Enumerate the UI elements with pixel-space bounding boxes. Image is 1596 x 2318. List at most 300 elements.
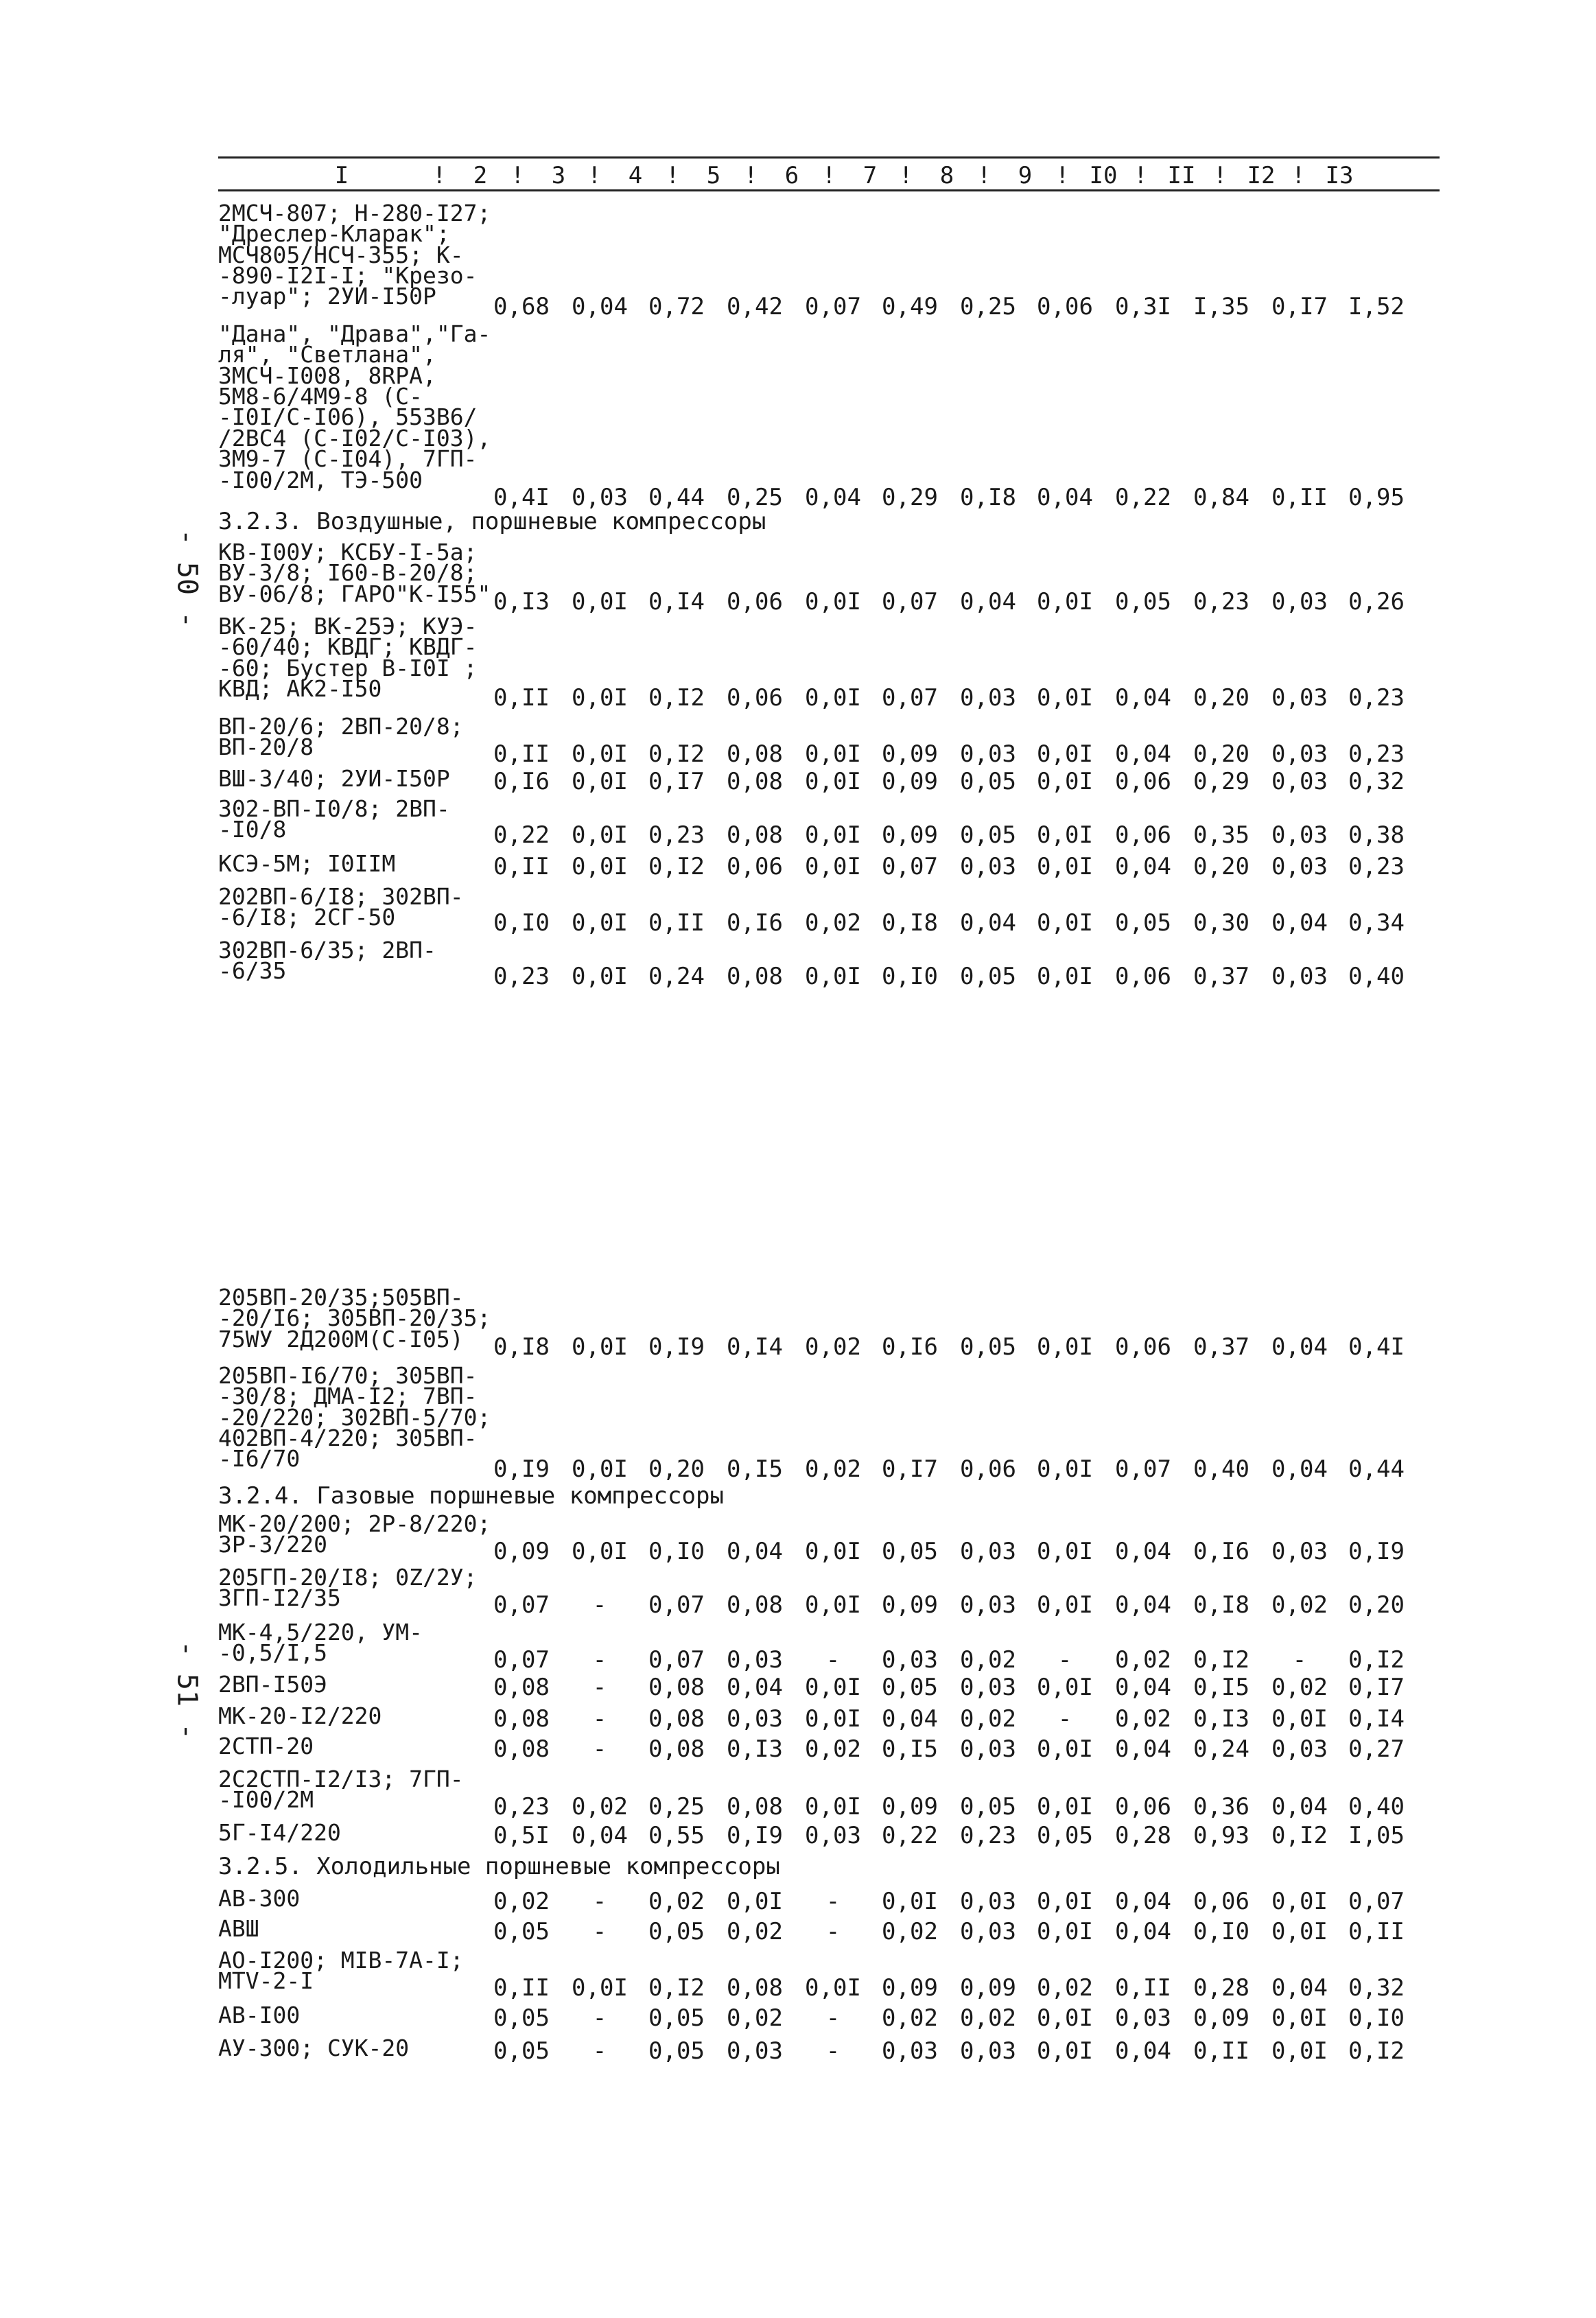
row-value-col-5: 0,0I xyxy=(727,1888,783,1915)
row-value-col-10: 0,06 xyxy=(1115,1333,1171,1361)
header-separator: ! xyxy=(899,162,913,189)
row-value-col-3: 0,0I xyxy=(572,684,628,712)
row-value-col-10: 0,04 xyxy=(1115,1735,1171,1763)
row-value-col-8: 0,03 xyxy=(960,684,1016,712)
row-value-col-9: 0,0I xyxy=(1037,768,1093,795)
row-value-col-7: 0,09 xyxy=(882,821,938,849)
row-value-col-7: 0,49 xyxy=(882,293,938,320)
row-value-col-6: 0,0I xyxy=(805,740,861,768)
row-value-col-5: 0,04 xyxy=(727,1538,783,1565)
row-value-col-11: I,35 xyxy=(1193,293,1249,320)
row-value-col-10: 0,04 xyxy=(1115,1918,1171,1945)
page-number-upper: - 50 - xyxy=(171,528,203,629)
row-value-col-7: 0,03 xyxy=(882,1646,938,1674)
row-value-col-8: 0,03 xyxy=(960,740,1016,768)
row-value-col-5: 0,03 xyxy=(727,1705,783,1733)
row-value-col-13: 0,07 xyxy=(1348,1888,1405,1915)
header-col-13: I3 xyxy=(1325,162,1354,189)
row-label: КСЭ-5М; I0IIМ xyxy=(218,850,396,877)
row-value-col-4: 0,20 xyxy=(648,1455,705,1483)
row-value-col-4: 0,23 xyxy=(648,821,705,849)
row-value-col-11: 0,20 xyxy=(1193,853,1249,880)
row-value-col-5: 0,08 xyxy=(727,768,783,795)
row-value-col-11: 0,24 xyxy=(1193,1735,1249,1763)
row-value-col-9: 0,0I xyxy=(1037,1888,1093,1915)
row-value-col-4: 0,I0 xyxy=(648,1538,705,1565)
row-label: МК-20-I2/220 xyxy=(218,1702,382,1729)
row-value-col-7: 0,22 xyxy=(882,1822,938,1849)
row-value-col-3: - xyxy=(592,1888,607,1915)
header-separator: ! xyxy=(1213,162,1228,189)
section-heading: 3.2.5. Холодильные поршневые компрессоры xyxy=(218,1853,780,1880)
row-value-col-2: 0,I0 xyxy=(493,909,550,937)
row-value-col-13: 0,20 xyxy=(1348,1591,1405,1619)
row-value-col-3: 0,0I xyxy=(572,1538,628,1565)
row-value-col-6: 0,0I xyxy=(805,768,861,795)
row-label: АВ-300 xyxy=(218,1885,301,1912)
row-label: 205ВП-20/35;505ВП- -20/I6; 305ВП-20/35; 75WУ 2Д200М(С-I05) xyxy=(218,1284,491,1353)
row-value-col-2: 0,05 xyxy=(493,2037,550,2065)
row-value-col-10: 0,06 xyxy=(1115,768,1171,795)
row-value-col-8: 0,03 xyxy=(960,2037,1016,2065)
table-row xyxy=(218,1510,1440,1565)
table-header-rule xyxy=(218,189,1440,191)
row-value-col-5: 0,08 xyxy=(727,1793,783,1821)
section-heading: 3.2.4. Газовые поршневые компрессоры xyxy=(218,1482,724,1510)
row-label: 2МСЧ-807; Н-280-I27; "Дреслер-Кларак"; МСЧ805/НСЧ-355; К- -890-I2I-I; "Крезо- -луар"; 2УИ-I50Р xyxy=(218,200,491,310)
row-value-col-13: 0,I4 xyxy=(1348,1705,1405,1733)
row-value-col-6: 0,02 xyxy=(805,1735,861,1763)
row-label: АВ-I00 xyxy=(218,2002,301,2028)
table-row xyxy=(218,1915,1440,1945)
table-row xyxy=(218,1702,1440,1733)
row-value-col-10: 0,05 xyxy=(1115,909,1171,937)
row-value-col-8: 0,05 xyxy=(960,963,1016,990)
row-value-col-2: 0,08 xyxy=(493,1674,550,1701)
header-separator: ! xyxy=(1134,162,1148,189)
row-value-col-11: 0,I5 xyxy=(1193,1674,1249,1701)
row-value-col-9: 0,0I xyxy=(1037,1333,1093,1361)
row-value-col-3: 0,02 xyxy=(572,1793,628,1821)
row-value-col-9: 0,02 xyxy=(1037,1974,1093,2002)
table-row xyxy=(218,937,1440,990)
row-value-col-2: 0,5I xyxy=(493,1822,550,1849)
row-value-col-9: 0,0I xyxy=(1037,1735,1093,1763)
row-value-col-3: 0,04 xyxy=(572,1822,628,1849)
table-row xyxy=(218,713,1440,768)
row-value-col-13: 0,32 xyxy=(1348,1974,1405,2002)
row-value-col-8: 0,05 xyxy=(960,1333,1016,1361)
row-value-col-7: 0,I7 xyxy=(882,1455,938,1483)
row-value-col-13: 0,26 xyxy=(1348,588,1405,616)
row-value-col-12: 0,03 xyxy=(1271,588,1328,616)
row-value-col-2: 0,I6 xyxy=(493,768,550,795)
table-row xyxy=(218,1885,1440,1915)
row-value-col-12: 0,03 xyxy=(1271,768,1328,795)
table-row xyxy=(218,795,1440,849)
row-value-col-5: 0,08 xyxy=(727,821,783,849)
row-value-col-3: 0,03 xyxy=(572,484,628,511)
row-value-col-2: 0,II xyxy=(493,684,550,712)
row-value-col-10: 0,06 xyxy=(1115,1793,1171,1821)
row-value-col-4: 0,44 xyxy=(648,484,705,511)
row-value-col-13: 0,34 xyxy=(1348,909,1405,937)
row-value-col-10: 0,04 xyxy=(1115,1674,1171,1701)
row-value-col-2: 0,68 xyxy=(493,293,550,320)
row-value-col-4: 0,08 xyxy=(648,1705,705,1733)
header-col-8: 8 xyxy=(939,162,954,189)
row-value-col-6: 0,02 xyxy=(805,1455,861,1483)
row-value-col-7: 0,05 xyxy=(882,1674,938,1701)
row-value-col-10: 0,04 xyxy=(1115,1888,1171,1915)
row-value-col-10: 0,02 xyxy=(1115,1705,1171,1733)
row-value-col-12: 0,0I xyxy=(1271,1705,1328,1733)
row-value-col-7: 0,09 xyxy=(882,1591,938,1619)
row-value-col-5: 0,I9 xyxy=(727,1822,783,1849)
table-row xyxy=(218,883,1440,937)
row-value-col-10: 0,3I xyxy=(1115,293,1171,320)
header-col-2: 2 xyxy=(473,162,488,189)
row-value-col-13: 0,95 xyxy=(1348,484,1405,511)
row-label: ВШ-3/40; 2УИ-I50Р xyxy=(218,765,450,792)
row-value-col-12: 0,02 xyxy=(1271,1591,1328,1619)
row-value-col-7: 0,I8 xyxy=(882,909,938,937)
row-value-col-11: 0,37 xyxy=(1193,963,1249,990)
row-value-col-11: 0,93 xyxy=(1193,1822,1249,1849)
row-value-col-11: 0,28 xyxy=(1193,1974,1249,2002)
row-value-col-7: 0,07 xyxy=(882,853,938,880)
row-label: 2ВП-I50Э xyxy=(218,1671,327,1698)
row-value-col-2: 0,05 xyxy=(493,1918,550,1945)
row-value-col-6: 0,0I xyxy=(805,1591,861,1619)
row-value-col-4: 0,07 xyxy=(648,1591,705,1619)
header-col-3: 3 xyxy=(551,162,566,189)
row-value-col-7: 0,0I xyxy=(882,1888,938,1915)
row-value-col-2: 0,08 xyxy=(493,1705,550,1733)
row-value-col-10: 0,05 xyxy=(1115,588,1171,616)
row-value-col-8: 0,03 xyxy=(960,1591,1016,1619)
row-value-col-7: 0,07 xyxy=(882,588,938,616)
row-value-col-3: - xyxy=(592,2004,607,2032)
header-col-9: 9 xyxy=(1018,162,1033,189)
row-value-col-7: 0,05 xyxy=(882,1538,938,1565)
row-value-col-12: 0,03 xyxy=(1271,1735,1328,1763)
row-value-col-9: - xyxy=(1057,1646,1072,1674)
row-value-col-9: 0,0I xyxy=(1037,909,1093,937)
table-row xyxy=(218,1733,1440,1763)
header-separator: ! xyxy=(587,162,602,189)
row-value-col-8: 0,02 xyxy=(960,2004,1016,2032)
row-value-col-11: 0,I2 xyxy=(1193,1646,1249,1674)
row-value-col-11: 0,84 xyxy=(1193,484,1249,511)
header-separator: ! xyxy=(744,162,758,189)
row-value-col-3: - xyxy=(592,1735,607,1763)
row-label: "Дана", "Драва","Га- ля", "Светлана", 3МСЧ-I008, 8RPA, 5М8-6/4М9-8 (С- -I0I/С-I06), 553В6/ /2ВС4 (С-I02/С-I03), 3М9-7 (С-I04), 7ГП- -I00/2М, ТЭ-500 xyxy=(218,320,491,493)
row-value-col-13: 0,I0 xyxy=(1348,2004,1405,2032)
row-value-col-13: 0,40 xyxy=(1348,1793,1405,1821)
row-value-col-6: 0,0I xyxy=(805,588,861,616)
row-value-col-3: 0,0I xyxy=(572,588,628,616)
row-value-col-9: 0,0I xyxy=(1037,821,1093,849)
row-value-col-11: 0,I0 xyxy=(1193,1918,1249,1945)
row-value-col-3: 0,0I xyxy=(572,768,628,795)
row-value-col-4: 0,02 xyxy=(648,1888,705,1915)
table-top-rule xyxy=(218,156,1440,159)
row-value-col-7: 0,09 xyxy=(882,740,938,768)
row-value-col-12: 0,02 xyxy=(1271,1674,1328,1701)
row-value-col-8: 0,09 xyxy=(960,1974,1016,2002)
row-value-col-9: 0,0I xyxy=(1037,2004,1093,2032)
row-value-col-6: 0,0I xyxy=(805,963,861,990)
row-value-col-5: 0,06 xyxy=(727,588,783,616)
row-value-col-9: - xyxy=(1057,1705,1072,1733)
row-value-col-2: 0,4I xyxy=(493,484,550,511)
row-value-col-5: 0,06 xyxy=(727,853,783,880)
row-value-col-10: 0,02 xyxy=(1115,1646,1171,1674)
row-value-col-4: 0,25 xyxy=(648,1793,705,1821)
row-value-col-8: 0,04 xyxy=(960,909,1016,937)
row-label: ВП-20/6; 2ВП-20/8; ВП-20/8 xyxy=(218,713,464,761)
row-value-col-11: 0,II xyxy=(1193,2037,1249,2065)
table-header xyxy=(218,159,1440,189)
row-value-col-5: 0,08 xyxy=(727,1974,783,2002)
row-value-col-9: 0,0I xyxy=(1037,2037,1093,2065)
row-value-col-12: 0,04 xyxy=(1271,1455,1328,1483)
row-value-col-9: 0,0I xyxy=(1037,684,1093,712)
row-value-col-2: 0,23 xyxy=(493,1793,550,1821)
row-value-col-6: - xyxy=(825,1918,841,1945)
row-value-col-6: - xyxy=(825,1646,841,1674)
row-label: ВК-25; ВК-25Э; КУЭ- -60/40; КВДГ; КВДГ- -60; Бустер В-I0I ; КВД; АК2-I50 xyxy=(218,613,478,703)
row-value-col-11: 0,30 xyxy=(1193,909,1249,937)
row-value-col-4: 0,I7 xyxy=(648,768,705,795)
header-col-7: 7 xyxy=(862,162,878,189)
row-value-col-9: 0,0I xyxy=(1037,1591,1093,1619)
row-value-col-10: 0,06 xyxy=(1115,963,1171,990)
row-value-col-13: I,05 xyxy=(1348,1822,1405,1849)
row-value-col-12: 0,03 xyxy=(1271,821,1328,849)
row-value-col-11: 0,35 xyxy=(1193,821,1249,849)
row-value-col-6: 0,0I xyxy=(805,1974,861,2002)
page-number-lower: - 51 - xyxy=(171,1640,203,1740)
row-value-col-4: 0,05 xyxy=(648,1918,705,1945)
row-value-col-12: 0,03 xyxy=(1271,684,1328,712)
row-value-col-10: 0,03 xyxy=(1115,2004,1171,2032)
row-value-col-3: - xyxy=(592,1674,607,1701)
row-value-col-8: 0,03 xyxy=(960,853,1016,880)
row-value-col-5: 0,42 xyxy=(727,293,783,320)
row-value-col-2: 0,09 xyxy=(493,1538,550,1565)
row-value-col-12: 0,04 xyxy=(1271,909,1328,937)
row-value-col-9: 0,06 xyxy=(1037,293,1093,320)
row-value-col-9: 0,04 xyxy=(1037,484,1093,511)
row-value-col-12: 0,II xyxy=(1271,484,1328,511)
row-value-col-5: 0,08 xyxy=(727,1591,783,1619)
row-value-col-6: - xyxy=(825,2037,841,2065)
row-value-col-4: 0,05 xyxy=(648,2037,705,2065)
row-value-col-8: 0,04 xyxy=(960,588,1016,616)
header-col-4: 4 xyxy=(628,162,643,189)
row-value-col-9: 0,0I xyxy=(1037,740,1093,768)
row-value-col-3: - xyxy=(592,1646,607,1674)
row-label: КВ-I00У; КСБУ-I-5а; ВУ-3/8; I60-В-20/8; ВУ-06/8; ГАРО"К-I55" xyxy=(218,539,491,607)
row-label: АВШ xyxy=(218,1915,259,1942)
row-value-col-13: 0,40 xyxy=(1348,963,1405,990)
row-value-col-5: 0,I6 xyxy=(727,909,783,937)
header-col-1: I xyxy=(334,162,349,189)
row-label: 5Г-I4/220 xyxy=(218,1819,341,1846)
row-value-col-3: - xyxy=(592,1705,607,1733)
row-value-col-8: 0,06 xyxy=(960,1455,1016,1483)
table-row xyxy=(218,1564,1440,1619)
row-value-col-3: 0,0I xyxy=(572,909,628,937)
row-label: 205ВП-I6/70; 305ВП- -30/8; ДМА-I2; 7ВП- -20/220; 302ВП-5/70; 402ВП-4/220; 305ВП- -I6/70 xyxy=(218,1362,491,1473)
row-value-col-7: 0,29 xyxy=(882,484,938,511)
row-value-col-6: 0,02 xyxy=(805,909,861,937)
row-label: МК-20/200; 2Р-8/220; 3Р-3/220 xyxy=(218,1510,491,1558)
row-value-col-2: 0,I8 xyxy=(493,1333,550,1361)
row-label: 302ВП-6/35; 2ВП- -6/35 xyxy=(218,937,436,985)
row-value-col-13: 0,44 xyxy=(1348,1455,1405,1483)
row-value-col-10: 0,04 xyxy=(1115,684,1171,712)
row-value-col-12: 0,03 xyxy=(1271,963,1328,990)
row-value-col-12: 0,04 xyxy=(1271,1793,1328,1821)
table-row xyxy=(218,1819,1440,1849)
row-value-col-5: 0,02 xyxy=(727,1918,783,1945)
row-value-col-9: 0,0I xyxy=(1037,588,1093,616)
row-value-col-12: 0,0I xyxy=(1271,2004,1328,2032)
row-value-col-12: 0,04 xyxy=(1271,1974,1328,2002)
row-value-col-4: 0,I2 xyxy=(648,684,705,712)
row-value-col-9: 0,0I xyxy=(1037,1538,1093,1565)
section-heading: 3.2.3. Воздушные, поршневые компрессоры xyxy=(218,508,766,535)
row-value-col-2: 0,23 xyxy=(493,963,550,990)
header-separator: ! xyxy=(511,162,525,189)
row-value-col-10: 0,04 xyxy=(1115,1538,1171,1565)
header-separator: ! xyxy=(977,162,991,189)
header-col-12: I2 xyxy=(1247,162,1276,189)
row-value-col-10: 0,04 xyxy=(1115,740,1171,768)
row-label: 2С2СТП-I2/I3; 7ГП- -I00/2М xyxy=(218,1766,464,1814)
row-value-col-5: 0,I4 xyxy=(727,1333,783,1361)
row-value-col-11: 0,40 xyxy=(1193,1455,1249,1483)
row-value-col-2: 0,I9 xyxy=(493,1455,550,1483)
row-value-col-8: 0,03 xyxy=(960,1538,1016,1565)
row-value-col-11: 0,36 xyxy=(1193,1793,1249,1821)
row-value-col-6: 0,0I xyxy=(805,1793,861,1821)
row-value-col-7: 0,09 xyxy=(882,768,938,795)
row-value-col-4: 0,I4 xyxy=(648,588,705,616)
row-value-col-3: 0,0I xyxy=(572,740,628,768)
row-value-col-7: 0,03 xyxy=(882,2037,938,2065)
row-value-col-6: 0,07 xyxy=(805,293,861,320)
table-row xyxy=(218,320,1440,511)
row-value-col-5: 0,06 xyxy=(727,684,783,712)
row-value-col-6: 0,0I xyxy=(805,1674,861,1701)
row-value-col-3: - xyxy=(592,2037,607,2065)
row-value-col-4: 0,55 xyxy=(648,1822,705,1849)
row-value-col-7: 0,09 xyxy=(882,1793,938,1821)
row-value-col-11: 0,29 xyxy=(1193,768,1249,795)
row-value-col-3: 0,0I xyxy=(572,1455,628,1483)
row-value-col-2: 0,22 xyxy=(493,821,550,849)
header-separator: ! xyxy=(666,162,680,189)
row-value-col-13: I,52 xyxy=(1348,293,1405,320)
row-value-col-12: - xyxy=(1292,1646,1307,1674)
header-separator: ! xyxy=(822,162,836,189)
row-value-col-5: 0,08 xyxy=(727,740,783,768)
row-value-col-8: 0,05 xyxy=(960,1793,1016,1821)
header-col-5: 5 xyxy=(706,162,721,189)
row-value-col-13: 0,23 xyxy=(1348,740,1405,768)
row-value-col-9: 0,0I xyxy=(1037,1674,1093,1701)
header-separator: ! xyxy=(432,162,447,189)
row-label: АУ-300; СУК-20 xyxy=(218,2035,410,2061)
row-value-col-5: 0,02 xyxy=(727,2004,783,2032)
row-label: 205ГП-20/I8; 0Z/2У; 3ГП-I2/35 xyxy=(218,1564,478,1612)
row-value-col-12: 0,03 xyxy=(1271,740,1328,768)
row-value-col-4: 0,II xyxy=(648,909,705,937)
header-separator: ! xyxy=(1055,162,1070,189)
row-value-col-11: 0,23 xyxy=(1193,588,1249,616)
row-value-col-12: 0,04 xyxy=(1271,1333,1328,1361)
row-value-col-7: 0,04 xyxy=(882,1705,938,1733)
row-value-col-12: 0,0I xyxy=(1271,1888,1328,1915)
row-value-col-4: 0,I2 xyxy=(648,1974,705,2002)
row-value-col-3: - xyxy=(592,1591,607,1619)
table-row xyxy=(218,1766,1440,1821)
row-label: 202ВП-6/I8; 302ВП- -6/I8; 2СГ-50 xyxy=(218,883,464,931)
row-value-col-13: 0,I2 xyxy=(1348,2037,1405,2065)
row-value-col-11: 0,20 xyxy=(1193,684,1249,712)
row-value-col-12: 0,0I xyxy=(1271,2037,1328,2065)
row-value-col-8: 0,02 xyxy=(960,1705,1016,1733)
row-value-col-2: 0,I3 xyxy=(493,588,550,616)
row-value-col-6: 0,03 xyxy=(805,1822,861,1849)
row-value-col-12: 0,03 xyxy=(1271,853,1328,880)
row-value-col-10: 0,04 xyxy=(1115,1591,1171,1619)
row-value-col-13: 0,23 xyxy=(1348,853,1405,880)
row-value-col-9: 0,0I xyxy=(1037,1455,1093,1483)
row-value-col-8: 0,25 xyxy=(960,293,1016,320)
row-value-col-13: 0,4I xyxy=(1348,1333,1405,1361)
row-value-col-9: 0,0I xyxy=(1037,853,1093,880)
row-value-col-2: 0,II xyxy=(493,1974,550,2002)
row-value-col-11: 0,I6 xyxy=(1193,1538,1249,1565)
row-label: 2СТП-20 xyxy=(218,1733,314,1759)
row-value-col-6: 0,0I xyxy=(805,853,861,880)
row-value-col-9: 0,05 xyxy=(1037,1822,1093,1849)
row-value-col-4: 0,24 xyxy=(648,963,705,990)
row-label: 302-ВП-I0/8; 2ВП- -I0/8 xyxy=(218,795,450,843)
row-value-col-5: 0,I5 xyxy=(727,1455,783,1483)
row-value-col-7: 0,07 xyxy=(882,684,938,712)
row-value-col-7: 0,09 xyxy=(882,1974,938,2002)
table-row xyxy=(218,2002,1440,2032)
row-value-col-2: 0,II xyxy=(493,853,550,880)
row-label: МК-4,5/220, УМ- -0,5/I,5 xyxy=(218,1619,423,1667)
table-row xyxy=(218,2035,1440,2065)
row-value-col-10: 0,07 xyxy=(1115,1455,1171,1483)
row-value-col-13: 0,27 xyxy=(1348,1735,1405,1763)
row-value-col-12: 0,I7 xyxy=(1271,293,1328,320)
row-value-col-11: 0,I3 xyxy=(1193,1705,1249,1733)
row-value-col-5: 0,03 xyxy=(727,1646,783,1674)
row-value-col-10: 0,04 xyxy=(1115,853,1171,880)
row-value-col-2: 0,07 xyxy=(493,1646,550,1674)
table-row xyxy=(218,1671,1440,1701)
row-value-col-13: 0,32 xyxy=(1348,768,1405,795)
